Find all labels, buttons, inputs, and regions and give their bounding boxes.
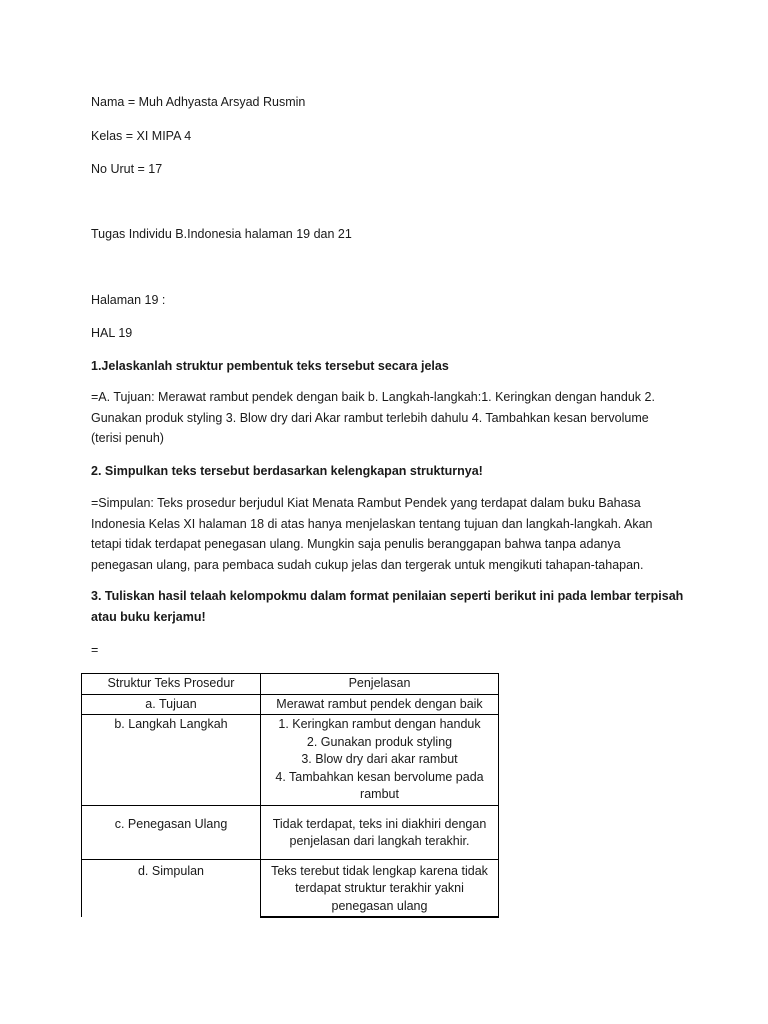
answer-3: =	[91, 643, 99, 657]
table-cell-label: a. Tujuan	[82, 694, 261, 715]
cell-line: Teks terebut tidak lengkap karena tidak	[271, 863, 488, 878]
table-row	[82, 694, 499, 715]
answer-2: =Simpulan: Teks prosedur berjudul Kiat Menata Rambut Pendek yang terdapat dalam buku Bahasa Indonesia Kelas XI halaman 18 di atas hanya menjelaskan tentang tujuan dan langkah-langkah. Akan tetapi tidak terdapat penegasan ulang. Mungkin saja penulis beranggapan bahwa tanpa adanya penegasan ulang, para pembaca sudah cukup jelas dan tergerak untuk mengikuti tahapan-tahapan.	[91, 496, 653, 572]
cell-line: 4. Tambahkan kesan bervolume pada	[275, 769, 484, 784]
table-row	[82, 859, 499, 917]
cell-line: rambut	[360, 787, 399, 801]
table-header: Penjelasan	[261, 674, 499, 695]
question-3: 3. Tuliskan hasil telaah kelompokmu dalam format penilaian seperti berikut ini pada lembar terpisah atau buku kerjamu!	[91, 589, 684, 624]
cell-line: penjelasan dari langkah terakhir.	[289, 834, 470, 848]
table-cell-label: c. Penegasan Ulang	[82, 805, 261, 859]
cell-line: penegasan ulang	[331, 898, 428, 913]
table-header-row	[82, 674, 499, 695]
table-cell-label: b. Langkah Langkah	[82, 715, 261, 806]
table-row	[82, 805, 499, 859]
table-cell-text	[261, 715, 499, 806]
answer-1: =A. Tujuan: Merawat rambut pendek dengan baik b. Langkah-langkah:1. Keringkan dengan handuk 2. Gunakan produk styling 3. Blow dry dari Akar rambut terlebih dahulu 4. Tambahkan kesan bervolume (terisi penuh)	[91, 390, 655, 445]
table-header: Struktur Teks Prosedur	[82, 674, 261, 695]
cell-line: 2. Gunakan produk styling	[306, 734, 453, 749]
student-name: Nama = Muh Adhyasta Arsyad Rusmin	[91, 95, 306, 109]
assessment-table	[81, 673, 499, 918]
question-1: 1.Jelaskanlah struktur pembentuk teks tersebut secara jelas	[91, 359, 449, 373]
page-heading: Halaman 19 :	[91, 293, 166, 307]
table-cell-text	[261, 694, 499, 715]
student-number: No Urut = 17	[91, 162, 163, 176]
cell-line: Tidak terdapat, teks ini diakhiri dengan	[272, 816, 487, 831]
cell-line: terdapat struktur terakhir yakni	[295, 881, 464, 895]
question-2: 2. Simpulkan teks tersebut berdasarkan kelengkapan strukturnya!	[91, 464, 483, 478]
table-cell-text	[261, 859, 499, 917]
cell-line: 1. Keringkan rambut dengan handuk	[278, 717, 481, 731]
cell-line: Merawat rambut pendek dengan baik	[276, 696, 483, 711]
student-class: Kelas = XI MIPA 4	[91, 129, 192, 143]
cell-line: 3. Blow dry dari akar rambut	[301, 752, 458, 766]
table-cell-text	[261, 805, 499, 859]
table-row	[82, 715, 499, 806]
section-label: HAL 19	[91, 326, 133, 340]
assignment-title: Tugas Individu B.Indonesia halaman 19 dan 21	[91, 227, 352, 241]
table-cell-label: d. Simpulan	[82, 859, 261, 917]
